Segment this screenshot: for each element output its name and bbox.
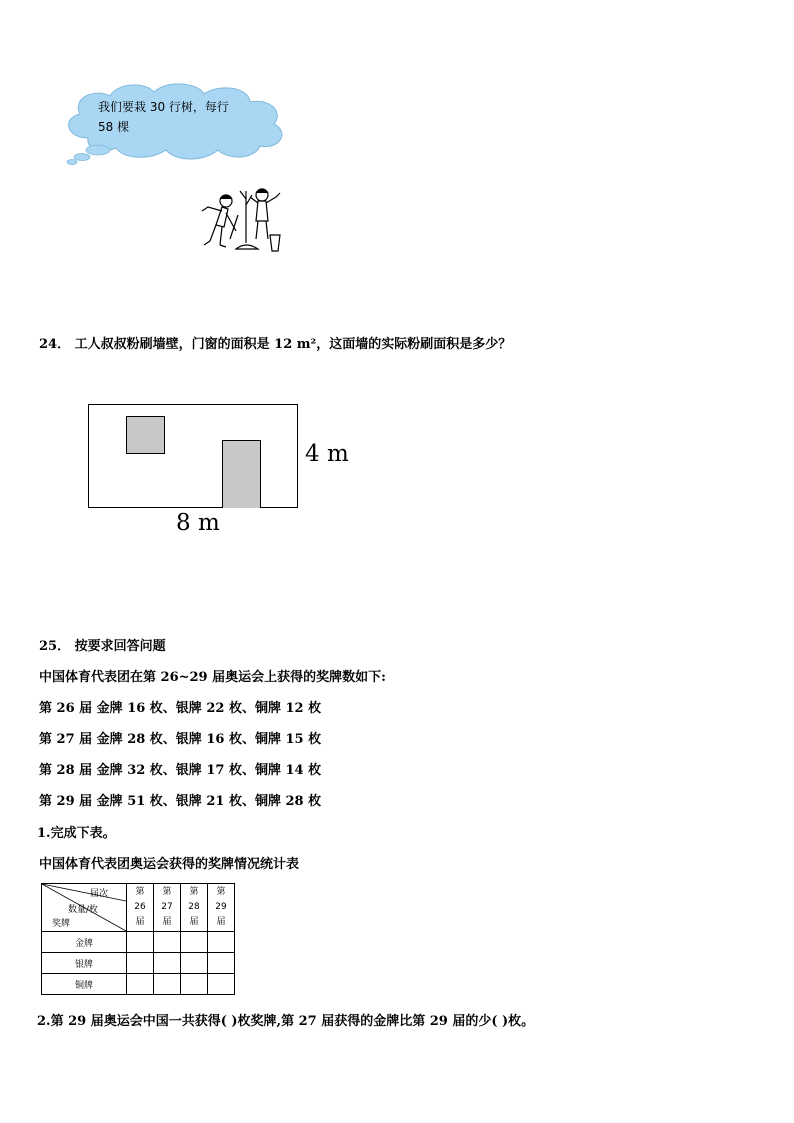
header-27-l3: 届 (162, 917, 172, 927)
question-25 (39, 635, 166, 654)
table-row-bronze (42, 974, 235, 995)
header-29-l2: 29 (215, 902, 227, 912)
header-26-l3: 届 (135, 917, 145, 927)
header-26-l1: 第 (135, 887, 145, 897)
corner-top-label: 届次 (90, 889, 109, 899)
record-29: 第 29 届 金牌 51 枚、银牌 21 枚、铜牌 28 枚 (39, 794, 322, 809)
sub-question-1: 1.完成下表。 (37, 826, 116, 841)
record-26: 第 26 届 金牌 16 枚、银牌 22 枚、铜牌 12 枚 (39, 701, 322, 716)
table-cell[interactable] (208, 953, 235, 974)
wall-diagram (88, 404, 298, 508)
table-cell[interactable] (127, 974, 154, 995)
header-27-l2: 27 (161, 902, 173, 912)
table-cell[interactable] (181, 953, 208, 974)
table-cell[interactable] (154, 932, 181, 953)
question-25-number: 25． (39, 639, 71, 654)
question-24-number: 24． (39, 337, 71, 352)
header-28-l3: 届 (189, 917, 199, 927)
row-label-gold: 金牌 (42, 932, 127, 953)
table-row-gold (42, 932, 235, 953)
table-row-silver (42, 953, 235, 974)
header-27-l1: 第 (162, 887, 172, 897)
table-cell[interactable] (181, 932, 208, 953)
table-cell[interactable] (154, 974, 181, 995)
wall-height-label: 4 m (305, 441, 349, 467)
window-shape (126, 416, 165, 454)
row-label-silver: 银牌 (42, 953, 127, 974)
table-title: 中国体育代表团奥运会获得的奖牌情况统计表 (39, 857, 300, 872)
header-session-29 (208, 884, 235, 932)
table-header-row (42, 884, 235, 932)
header-session-28 (181, 884, 208, 932)
question-25-intro: 中国体育代表团在第 26~29 届奥运会上获得的奖牌数如下: (39, 670, 386, 685)
table-cell[interactable] (208, 974, 235, 995)
row-label-bronze: 铜牌 (42, 974, 127, 995)
table-cell[interactable] (208, 932, 235, 953)
table-cell[interactable] (127, 932, 154, 953)
corner-mid-label: 数量/枚 (68, 905, 99, 915)
wall-width-label: 8 m (176, 510, 220, 536)
header-session-26 (127, 884, 154, 932)
header-29-l1: 第 (216, 887, 226, 897)
corner-bottom-label: 奖牌 (52, 919, 71, 929)
kids-planting-tree-illustration (196, 185, 288, 257)
table-corner-cell (42, 884, 127, 932)
table-cell[interactable] (181, 974, 208, 995)
medal-statistics-table (41, 883, 235, 995)
cloud-text: 我们要栽 30 行树，每行 58 棵 (98, 100, 229, 134)
question-24-text: 工人叔叔粉刷墙壁，门窗的面积是 12 m²，这面墙的实际粉刷面积是多少？ (74, 337, 512, 352)
header-28-l2: 28 (188, 902, 200, 912)
sub-question-2: 2.第 29 届奥运会中国一共获得( )枚奖牌,第 27 届获得的金牌比第 29 届的少( )枚。 (37, 1014, 535, 1029)
table-cell[interactable] (154, 953, 181, 974)
header-session-27 (154, 884, 181, 932)
record-28: 第 28 届 金牌 32 枚、银牌 17 枚、铜牌 14 枚 (39, 763, 322, 778)
question-24 (39, 333, 511, 352)
header-26-l2: 26 (134, 902, 146, 912)
question-25-title: 按要求回答问题 (74, 639, 166, 654)
door-shape (222, 440, 261, 508)
header-28-l1: 第 (189, 887, 199, 897)
record-27: 第 27 届 金牌 28 枚、银牌 16 枚、铜牌 15 枚 (39, 732, 322, 747)
table-cell[interactable] (127, 953, 154, 974)
header-29-l3: 届 (216, 917, 226, 927)
